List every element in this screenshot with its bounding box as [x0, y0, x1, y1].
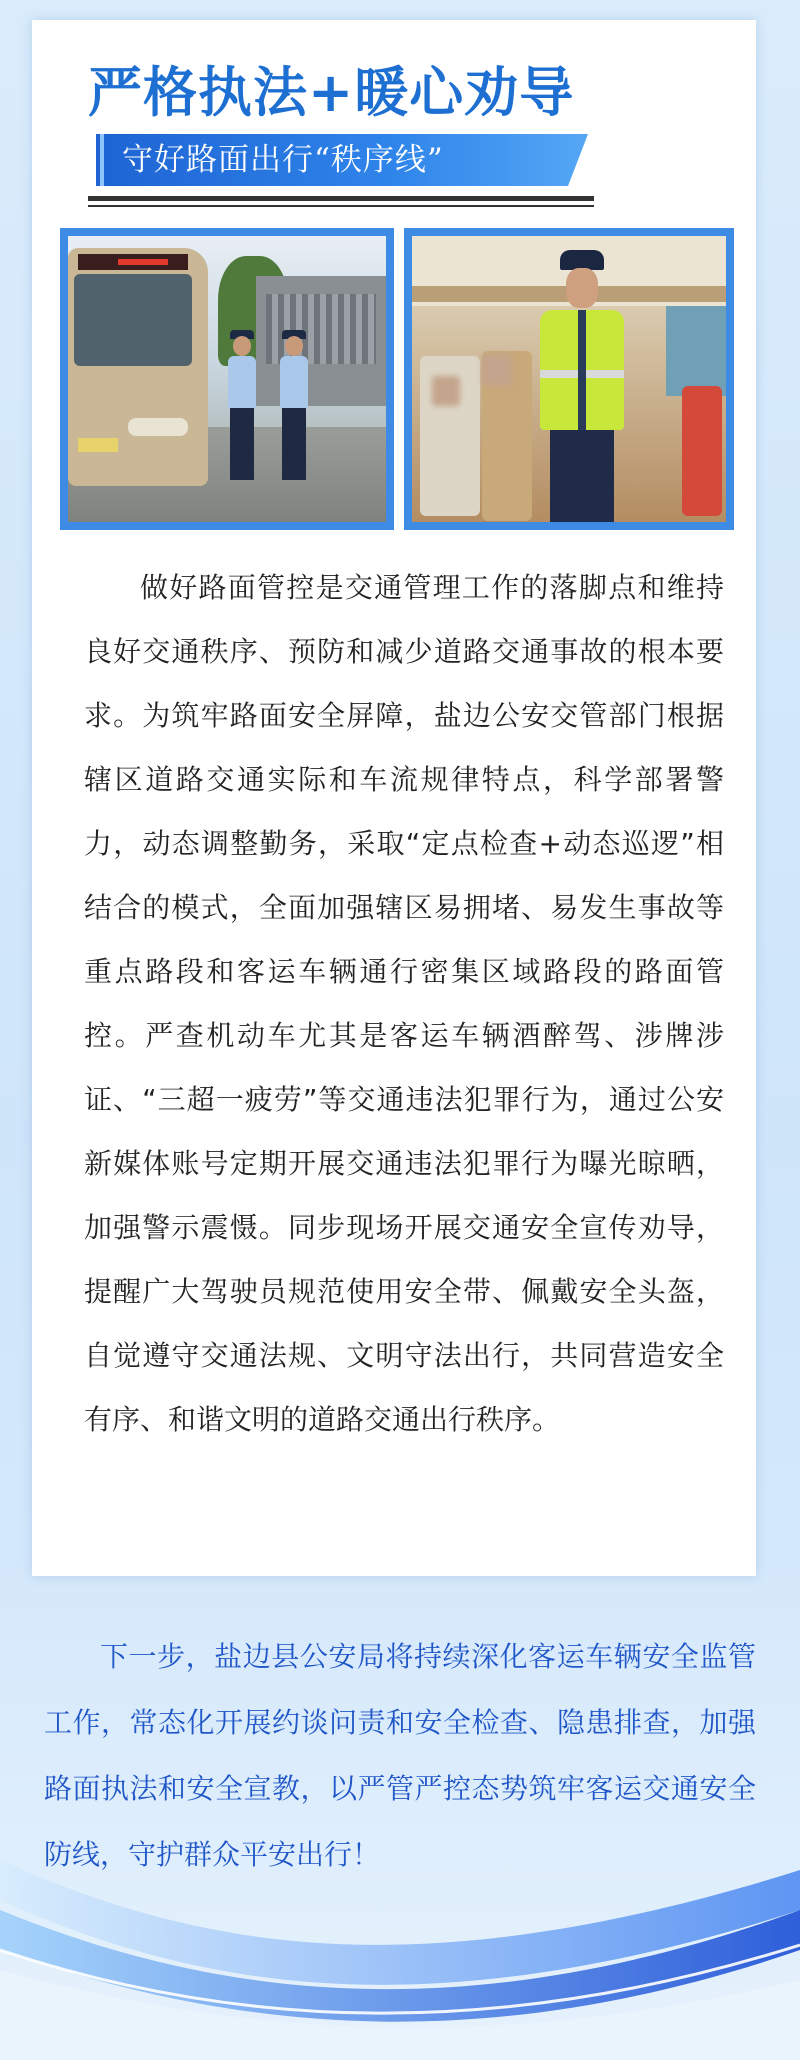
closing-paragraph: 下一步，盐边县公安局将持续深化客运车辆安全监管工作，常态化开展约谈问责和安全检查、隐患排查，加强路面执法和安全宣教，以严管严控态势筑牢客运交通安全防线，守护群众平安出行！ — [44, 1640, 756, 1871]
bus-roadside-inspection-photo — [68, 236, 386, 522]
blurred-face — [432, 376, 460, 406]
subtitle: 守好路面出行“秩序线” — [122, 142, 444, 178]
divider-thick — [88, 196, 594, 201]
headline: 严格执法+暖心劝导 — [88, 61, 575, 124]
photo-roadside-inspection — [60, 228, 394, 530]
subtitle-accent-stripe-inner — [100, 134, 104, 186]
blurred-face — [482, 354, 512, 386]
main-paragraph: 做好路面管控是交通管理工作的落脚点和维持良好交通秩序、预防和减少道路交通事故的根本要求。为筑牢路面安全屏障，盐边公安交管部门根据辖区道路交通实际和车流规律特点，科学部署警力，动态调整勤务，采取“定点检查+动态巡逻”相结合的模式，全面加强辖区易拥堵、易发生事故等重点路段和客运车辆通行密集区域路段的路面管控。严查机动车尤其是客运车辆酒醉驾、涉牌涉证、“三超一疲劳”等交通违法犯罪行为，通过公安新媒体账号定期开展交通违法犯罪行为曝光晾晒，加强警示震慑。同步现场开展交通安全宣传劝导，提醒广大驾驶员规范使用安全带、佩戴安全头盔，自觉遵守交通法规、文明守法出行，共同营造安全有序、和谐文明的道路交通出行秩序。 — [84, 571, 724, 1436]
divider-thin — [88, 205, 594, 207]
photo-bus-interior — [404, 228, 734, 530]
bus-interior-officer-photo — [412, 236, 726, 522]
subtitle-accent-stripe — [88, 134, 96, 186]
traffic-officer-figure — [534, 250, 630, 522]
decorative-wave-graphic — [0, 1800, 800, 2060]
bus-icon — [68, 248, 208, 486]
